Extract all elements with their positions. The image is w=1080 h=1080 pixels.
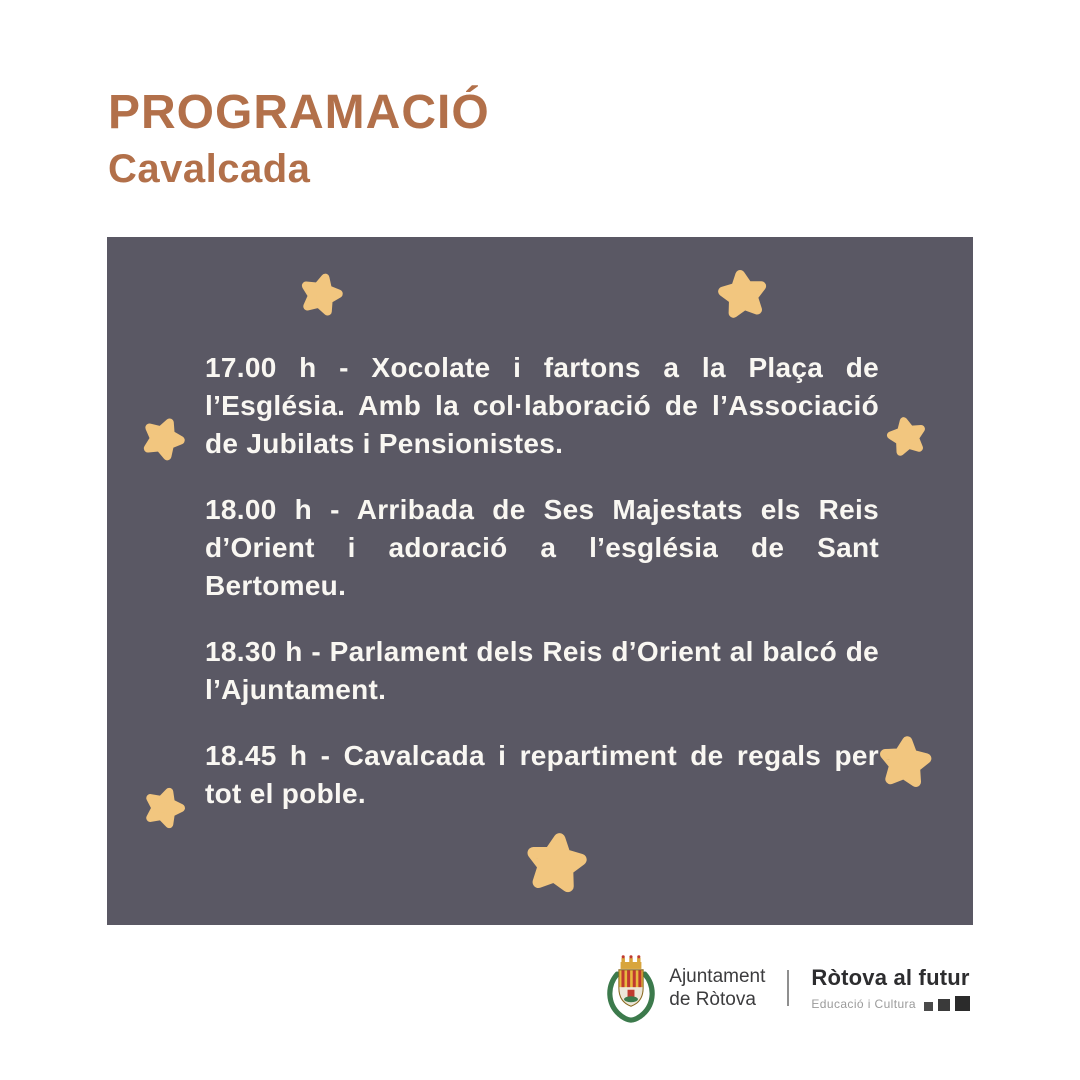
footer-logos [605,948,970,1028]
star-icon [129,405,197,473]
brand-subtitle-row [811,996,970,1011]
event-item: 18.00 h - Arribada de Ses Majestats els Reis d’Orient i adoració a l’església de Sant Bertomeu. [205,494,879,601]
org-line-1: Ajuntament [669,966,766,987]
star-icon [289,263,352,326]
schedule-card [107,237,973,925]
square-icon [938,999,950,1011]
brand-subtitle: Educació i Cultura [811,997,916,1011]
ajuntament-name [669,965,765,1011]
event-item: 18.45 h - Cavalcada i repartiment de regals per tot el poble. [205,740,879,809]
brand-block [811,965,970,1011]
poster-header [108,88,490,190]
star-icon [879,409,936,466]
page-subtitle: Cavalcada [108,147,311,192]
star-icon [514,822,598,906]
rotova-coat-of-arms-icon [605,953,657,1023]
logo-divider [787,970,789,1006]
event-item: 17.00 h - Xocolate i fartons a la Plaça de l’Església. Amb la col·laboració de l’Associació de Jubilats i Pensionistes. [205,352,879,459]
page-title: PROGRAMACIÓ [108,86,490,139]
event-list [205,349,879,813]
square-icon [955,996,970,1011]
square-icon [924,1002,933,1011]
star-icon [709,261,777,329]
org-line-2: de Ròtova [669,989,756,1010]
star-icon [132,776,195,839]
star-icon [870,728,940,798]
event-item: 18.30 h - Parlament dels Reis d’Orient al balcó de l’Ajuntament. [205,636,879,705]
brand-title: Ròtova al futur [811,965,970,990]
